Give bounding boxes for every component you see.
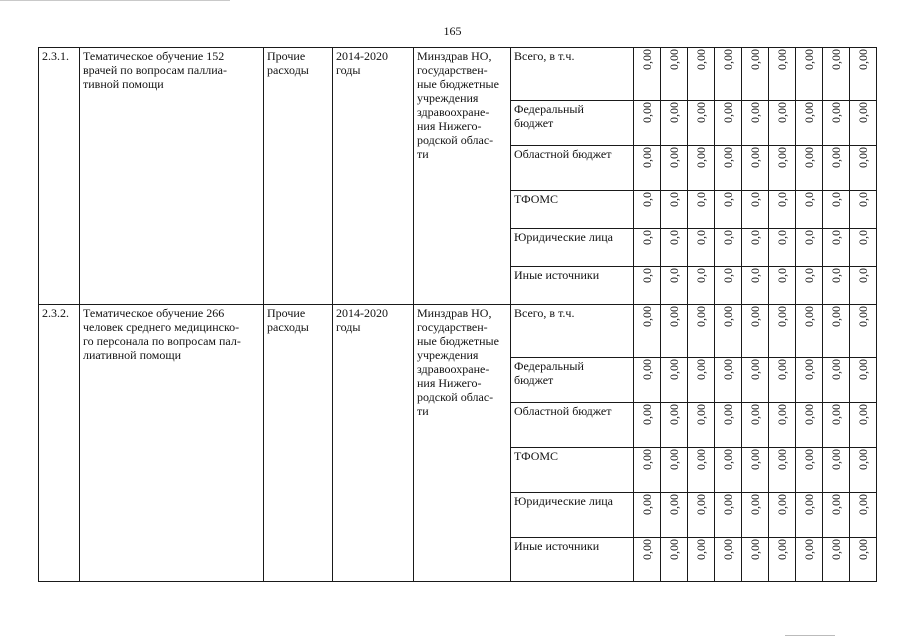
value-cell — [688, 403, 715, 448]
value-text: 0,0 — [694, 192, 708, 207]
value-text: 0,00 — [667, 102, 681, 123]
funding-source: Федеральный бюджет — [511, 101, 634, 146]
value-cell — [769, 191, 796, 229]
value-text: 0,00 — [829, 359, 843, 380]
value-cell — [796, 191, 823, 229]
value-cell — [823, 146, 850, 191]
value-cell — [769, 493, 796, 538]
value-text: 0,00 — [694, 404, 708, 425]
value-text: 0,00 — [667, 494, 681, 515]
value-cell — [823, 229, 850, 267]
value-cell — [823, 101, 850, 146]
value-text: 0,00 — [748, 49, 762, 70]
value-cell — [796, 146, 823, 191]
value-cell — [850, 358, 877, 403]
value-text: 0,00 — [829, 449, 843, 470]
value-cell — [850, 229, 877, 267]
value-cell — [715, 305, 742, 358]
value-text: 0,00 — [694, 147, 708, 168]
value-cell — [823, 305, 850, 358]
value-cell — [823, 538, 850, 582]
value-text: 0,00 — [667, 147, 681, 168]
value-cell — [688, 48, 715, 101]
funding-source: Всего, в т.ч. — [511, 305, 634, 358]
value-cell — [688, 229, 715, 267]
value-text: 0,00 — [802, 359, 816, 380]
table-body — [39, 48, 877, 582]
value-text: 0,00 — [856, 539, 870, 560]
value-text: 0,00 — [775, 306, 789, 327]
value-text: 0,0 — [829, 268, 843, 283]
value-cell — [688, 358, 715, 403]
value-text: 0,00 — [721, 147, 735, 168]
value-text: 0,00 — [802, 147, 816, 168]
value-cell — [715, 48, 742, 101]
executor: Минздрав НО, государствен- ные бюджетные учреждения здравоохране- ния Нижего- родской облас- ти — [414, 48, 511, 305]
value-cell — [688, 448, 715, 493]
value-text: 0,00 — [775, 494, 789, 515]
value-cell — [661, 403, 688, 448]
value-text: 0,00 — [721, 404, 735, 425]
value-cell — [634, 403, 661, 448]
value-text: 0,00 — [694, 539, 708, 560]
value-cell — [769, 146, 796, 191]
value-text: 0,00 — [721, 359, 735, 380]
value-text: 0,00 — [667, 49, 681, 70]
value-cell — [634, 191, 661, 229]
value-cell — [796, 101, 823, 146]
value-cell — [634, 538, 661, 582]
value-text: 0,00 — [748, 449, 762, 470]
value-text: 0,00 — [640, 147, 654, 168]
value-text: 0,00 — [829, 147, 843, 168]
value-text: 0,0 — [748, 192, 762, 207]
value-cell — [850, 48, 877, 101]
value-text: 0,0 — [640, 230, 654, 245]
value-text: 0,00 — [856, 359, 870, 380]
value-text: 0,00 — [748, 147, 762, 168]
value-cell — [796, 538, 823, 582]
value-cell — [850, 146, 877, 191]
value-cell — [715, 101, 742, 146]
funding-source: Областной бюджет — [511, 146, 634, 191]
value-cell — [715, 229, 742, 267]
value-cell — [661, 146, 688, 191]
value-text: 0,0 — [667, 268, 681, 283]
value-text: 0,00 — [640, 49, 654, 70]
value-text: 0,00 — [802, 49, 816, 70]
value-cell — [688, 267, 715, 305]
value-cell — [688, 101, 715, 146]
value-cell — [769, 267, 796, 305]
value-cell — [769, 358, 796, 403]
scan-artifact-line — [0, 0, 230, 1]
value-text: 0,0 — [856, 268, 870, 283]
value-cell — [661, 48, 688, 101]
value-text: 0,00 — [640, 449, 654, 470]
value-text: 0,0 — [748, 230, 762, 245]
period: 2014-2020 годы — [333, 305, 414, 582]
value-cell — [769, 403, 796, 448]
value-text: 0,00 — [856, 449, 870, 470]
value-cell — [850, 403, 877, 448]
value-cell — [823, 191, 850, 229]
value-text: 0,00 — [640, 359, 654, 380]
value-text: 0,00 — [775, 539, 789, 560]
value-text: 0,00 — [667, 359, 681, 380]
value-text: 0,00 — [748, 404, 762, 425]
value-cell — [715, 448, 742, 493]
value-cell — [661, 101, 688, 146]
value-cell — [742, 538, 769, 582]
value-cell — [715, 146, 742, 191]
expense-type: Прочие расходы — [264, 305, 333, 582]
value-cell — [742, 146, 769, 191]
value-text: 0,0 — [721, 230, 735, 245]
value-cell — [634, 448, 661, 493]
value-text: 0,00 — [856, 306, 870, 327]
value-text: 0,0 — [802, 230, 816, 245]
value-text: 0,00 — [829, 404, 843, 425]
value-cell — [850, 101, 877, 146]
value-cell — [796, 305, 823, 358]
value-cell — [823, 48, 850, 101]
value-cell — [823, 493, 850, 538]
value-cell — [796, 358, 823, 403]
value-text: 0,00 — [856, 49, 870, 70]
value-text: 0,00 — [721, 306, 735, 327]
value-cell — [661, 538, 688, 582]
value-cell — [634, 493, 661, 538]
measure-number: 2.3.2. — [39, 305, 80, 582]
value-cell — [634, 358, 661, 403]
measure-title: Тематическое обучение 266 человек среднего медицинско- го персонала по вопросам пал- лиативной помощи — [80, 305, 264, 582]
value-cell — [742, 267, 769, 305]
value-text: 0,00 — [694, 449, 708, 470]
value-cell — [796, 448, 823, 493]
value-cell — [742, 229, 769, 267]
value-cell — [823, 267, 850, 305]
value-text: 0,00 — [640, 404, 654, 425]
value-cell — [769, 229, 796, 267]
value-cell — [850, 493, 877, 538]
value-text: 0,00 — [640, 102, 654, 123]
value-text: 0,00 — [694, 49, 708, 70]
value-cell — [661, 229, 688, 267]
measure-number: 2.3.1. — [39, 48, 80, 305]
value-text: 0,0 — [694, 268, 708, 283]
value-text: 0,00 — [721, 102, 735, 123]
value-cell — [634, 48, 661, 101]
value-text: 0,00 — [640, 494, 654, 515]
value-cell — [661, 493, 688, 538]
budget-table — [38, 47, 877, 582]
value-text: 0,0 — [829, 230, 843, 245]
value-text: 0,00 — [829, 306, 843, 327]
value-cell — [688, 538, 715, 582]
value-cell — [661, 358, 688, 403]
value-cell — [634, 305, 661, 358]
value-cell — [796, 48, 823, 101]
value-cell — [796, 403, 823, 448]
value-cell — [742, 48, 769, 101]
value-cell — [634, 267, 661, 305]
value-text: 0,00 — [721, 449, 735, 470]
value-text: 0,0 — [640, 268, 654, 283]
value-text: 0,00 — [667, 449, 681, 470]
value-text: 0,00 — [775, 404, 789, 425]
value-text: 0,00 — [748, 539, 762, 560]
value-text: 0,00 — [856, 494, 870, 515]
value-cell — [769, 48, 796, 101]
value-cell — [742, 358, 769, 403]
funding-source: Областной бюджет — [511, 403, 634, 448]
value-text: 0,00 — [667, 539, 681, 560]
value-cell — [742, 101, 769, 146]
value-cell — [823, 448, 850, 493]
value-cell — [850, 191, 877, 229]
value-text: 0,00 — [694, 306, 708, 327]
measure-title: Тематическое обучение 152 врачей по вопросам паллиа- тивной помощи — [80, 48, 264, 305]
value-cell — [796, 267, 823, 305]
value-text: 0,0 — [856, 192, 870, 207]
value-text: 0,00 — [721, 494, 735, 515]
value-text: 0,00 — [856, 404, 870, 425]
value-cell — [661, 448, 688, 493]
value-text: 0,00 — [640, 306, 654, 327]
table-row — [39, 305, 877, 358]
value-cell — [796, 229, 823, 267]
value-text: 0,0 — [802, 192, 816, 207]
value-text: 0,0 — [640, 192, 654, 207]
value-text: 0,00 — [640, 539, 654, 560]
value-cell — [850, 448, 877, 493]
value-cell — [742, 191, 769, 229]
value-text: 0,0 — [775, 268, 789, 283]
value-text: 0,00 — [856, 147, 870, 168]
value-cell — [634, 101, 661, 146]
value-cell — [715, 403, 742, 448]
value-text: 0,00 — [802, 539, 816, 560]
value-text: 0,00 — [829, 102, 843, 123]
value-cell — [850, 267, 877, 305]
value-text: 0,0 — [775, 230, 789, 245]
value-text: 0,0 — [721, 192, 735, 207]
value-text: 0,00 — [775, 359, 789, 380]
value-text: 0,00 — [856, 102, 870, 123]
scan-artifact-line — [785, 635, 835, 636]
value-cell — [742, 448, 769, 493]
funding-source: Юридические лица — [511, 229, 634, 267]
value-cell — [742, 305, 769, 358]
value-text: 0,00 — [694, 359, 708, 380]
value-cell — [769, 538, 796, 582]
value-text: 0,00 — [748, 359, 762, 380]
value-text: 0,00 — [748, 494, 762, 515]
page-number: 165 — [443, 24, 462, 38]
value-text: 0,00 — [802, 404, 816, 425]
table-row — [39, 48, 877, 101]
value-text: 0,00 — [694, 494, 708, 515]
value-cell — [823, 403, 850, 448]
value-text: 0,0 — [721, 268, 735, 283]
value-text: 0,00 — [802, 494, 816, 515]
funding-source: ТФОМС — [511, 448, 634, 493]
funding-source: Юридические лица — [511, 493, 634, 538]
value-text: 0,0 — [694, 230, 708, 245]
value-cell — [661, 191, 688, 229]
value-text: 0,00 — [802, 102, 816, 123]
funding-source: Всего, в т.ч. — [511, 48, 634, 101]
value-text: 0,00 — [802, 449, 816, 470]
value-cell — [634, 229, 661, 267]
value-text: 0,00 — [748, 306, 762, 327]
expense-type: Прочие расходы — [264, 48, 333, 305]
funding-source: Иные источники — [511, 267, 634, 305]
value-text: 0,00 — [775, 102, 789, 123]
value-cell — [715, 191, 742, 229]
value-text: 0,0 — [856, 230, 870, 245]
value-text: 0,0 — [748, 268, 762, 283]
value-text: 0,00 — [694, 102, 708, 123]
value-text: 0,00 — [775, 147, 789, 168]
value-text: 0,00 — [775, 49, 789, 70]
value-text: 0,00 — [829, 494, 843, 515]
value-text: 0,00 — [829, 539, 843, 560]
value-cell — [769, 101, 796, 146]
value-text: 0,0 — [775, 192, 789, 207]
value-cell — [715, 267, 742, 305]
value-text: 0,00 — [748, 102, 762, 123]
value-cell — [688, 191, 715, 229]
value-text: 0,00 — [721, 49, 735, 70]
funding-source: Федеральный бюджет — [511, 358, 634, 403]
value-cell — [715, 358, 742, 403]
value-cell — [823, 358, 850, 403]
value-cell — [661, 267, 688, 305]
value-text: 0,00 — [721, 539, 735, 560]
value-cell — [850, 538, 877, 582]
funding-source: ТФОМС — [511, 191, 634, 229]
value-cell — [796, 493, 823, 538]
value-cell — [742, 493, 769, 538]
value-cell — [715, 538, 742, 582]
value-cell — [769, 448, 796, 493]
value-cell — [715, 493, 742, 538]
period: 2014-2020 годы — [333, 48, 414, 305]
value-text: 0,00 — [667, 404, 681, 425]
value-text: 0,0 — [667, 192, 681, 207]
value-text: 0,00 — [667, 306, 681, 327]
value-cell — [769, 305, 796, 358]
value-cell — [634, 146, 661, 191]
value-text: 0,00 — [775, 449, 789, 470]
value-cell — [688, 493, 715, 538]
value-text: 0,00 — [802, 306, 816, 327]
value-text: 0,00 — [829, 49, 843, 70]
value-cell — [688, 305, 715, 358]
value-cell — [661, 305, 688, 358]
value-text: 0,0 — [802, 268, 816, 283]
value-cell — [688, 146, 715, 191]
funding-source: Иные источники — [511, 538, 634, 582]
executor: Минздрав НО, государствен- ные бюджетные учреждения здравоохране- ния Нижего- родской облас- ти — [414, 305, 511, 582]
value-text: 0,0 — [829, 192, 843, 207]
value-text: 0,0 — [667, 230, 681, 245]
value-cell — [742, 403, 769, 448]
value-cell — [850, 305, 877, 358]
